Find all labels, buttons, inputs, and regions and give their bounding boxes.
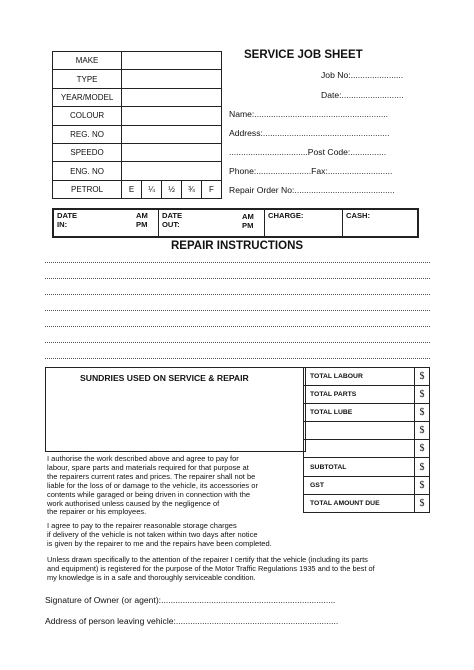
date-in-label: DATE (57, 211, 78, 220)
pm-in[interactable]: PM (136, 220, 148, 229)
job-no-field[interactable]: Job No:...................... (321, 70, 404, 80)
authorise-line: I authorise the work described above and agree to pay for (47, 454, 239, 463)
speedo-label: SPEEDO (53, 143, 122, 161)
make-label: MAKE (53, 52, 122, 70)
authorise-line: work authorised unless caused by the negligence of (47, 498, 220, 508)
repair-line[interactable] (45, 342, 430, 343)
year-model-field[interactable] (122, 88, 222, 106)
authorise-line: contents while garaged or being driven in connection with the (47, 489, 251, 499)
repair-line[interactable] (45, 358, 430, 359)
subtotal-label: SUBTOTAL (304, 458, 415, 476)
divider (158, 210, 159, 236)
gst-label: GST (304, 476, 415, 494)
petrol-three-quarter[interactable]: ¾ (182, 180, 202, 198)
date-out-label-2: OUT: (162, 220, 180, 229)
authorise-line: the repairers current rates and prices. The repairer shall not be (47, 471, 256, 481)
repair-line[interactable] (45, 326, 430, 327)
totals-table (303, 367, 430, 513)
petrol-half[interactable]: ½ (162, 180, 182, 198)
vehicle-details-table (52, 51, 222, 199)
am-out[interactable]: AM (242, 212, 254, 221)
page-title: SERVICE JOB SHEET (244, 49, 363, 61)
blank-total-value[interactable]: $ (415, 440, 430, 458)
authorise-line: the repairer or his employees. (47, 507, 147, 517)
phone-fax-field[interactable]: Phone:.......................Fax:........................... (229, 166, 393, 176)
total-due-value[interactable]: $ (415, 494, 430, 512)
petrol-label: PETROL (53, 180, 122, 198)
total-lube-value[interactable]: $ (415, 404, 430, 422)
blank-total-value[interactable]: $ (415, 422, 430, 440)
storage-line: if delivery of the vehicle is not taken within two days after notice (47, 529, 258, 539)
owner-signature-field[interactable]: Signature of Owner (or agent):......................................................................... (45, 595, 336, 605)
total-due-label: TOTAL AMOUNT DUE (304, 494, 415, 512)
divider (342, 210, 343, 236)
eng-no-field[interactable] (122, 162, 222, 180)
address-field[interactable]: Address:..................................................... (229, 128, 390, 138)
petrol-full[interactable]: F (201, 180, 221, 198)
authorise-line: labour, spare parts and materials required for that purpose at (47, 462, 249, 472)
date-field[interactable]: Date:.......................... (321, 90, 404, 100)
repair-line[interactable] (45, 294, 430, 295)
storage-line: is given by the repairer to me and the repairs have been completed. (47, 538, 272, 548)
authorise-paragraph (47, 455, 258, 517)
sundries-box[interactable] (45, 367, 306, 452)
eng-no-label: ENG. NO (53, 162, 122, 180)
petrol-empty[interactable]: E (122, 180, 142, 198)
certify-line: my knowledge is in a safe and thoroughly serviceable condition. (47, 572, 256, 582)
certify-paragraph (47, 556, 375, 583)
pm-out[interactable]: PM (242, 221, 254, 230)
make-field[interactable] (122, 52, 222, 70)
storage-line: I agree to pay to the repairer reasonable storage charges (47, 521, 237, 530)
subtotal-value[interactable]: $ (415, 458, 430, 476)
petrol-quarter[interactable]: ¼ (142, 180, 162, 198)
colour-label: COLOUR (53, 107, 122, 125)
certify-line: and equipment) is registered for the purpose of the Motor Traffic Regulations 1935 and to the best of (47, 563, 375, 573)
date-charge-box (52, 208, 419, 238)
postcode-field[interactable]: .................................Post Code:............... (229, 147, 387, 157)
type-label: TYPE (53, 70, 122, 88)
repair-instructions-title: REPAIR INSTRUCTIONS (171, 240, 304, 252)
speedo-field[interactable] (122, 143, 222, 161)
certify-line: Unless drawn specifically to the attention of the repairer I certify that the vehicle (including its parts (47, 555, 368, 564)
person-address-field[interactable]: Address of person leaving vehicle:.................................................................... (45, 616, 339, 626)
total-labour-label: TOTAL LABOUR (304, 368, 415, 386)
total-labour-value[interactable]: $ (415, 368, 430, 386)
year-model-label: YEAR/MODEL (53, 88, 122, 106)
date-out-label: DATE (162, 211, 183, 220)
total-lube-label: TOTAL LUBE (304, 404, 415, 422)
repair-order-field[interactable]: Repair Order No:.......................................... (229, 185, 395, 195)
blank-total-label (304, 422, 415, 440)
blank-total-label (304, 440, 415, 458)
repair-line[interactable] (45, 262, 430, 263)
reg-no-label: REG. NO (53, 125, 122, 143)
charge-label[interactable]: CHARGE: (268, 211, 304, 220)
storage-paragraph (47, 522, 272, 549)
reg-no-field[interactable] (122, 125, 222, 143)
total-parts-value[interactable]: $ (415, 386, 430, 404)
sundries-title: SUNDRIES USED ON SERVICE & REPAIR (80, 373, 249, 383)
type-field[interactable] (122, 70, 222, 88)
repair-line[interactable] (45, 310, 430, 311)
divider (264, 210, 265, 236)
name-field[interactable]: Name:........................................................ (229, 109, 389, 119)
total-parts-label: TOTAL PARTS (304, 386, 415, 404)
am-in[interactable]: AM (136, 211, 148, 220)
date-in-label-2: IN: (57, 220, 68, 229)
gst-value[interactable]: $ (415, 476, 430, 494)
colour-field[interactable] (122, 107, 222, 125)
authorise-line: liable for the loss of or damage to the vehicle, its accessories or (47, 480, 258, 490)
repair-line[interactable] (45, 278, 430, 279)
cash-label[interactable]: CASH: (346, 211, 371, 220)
